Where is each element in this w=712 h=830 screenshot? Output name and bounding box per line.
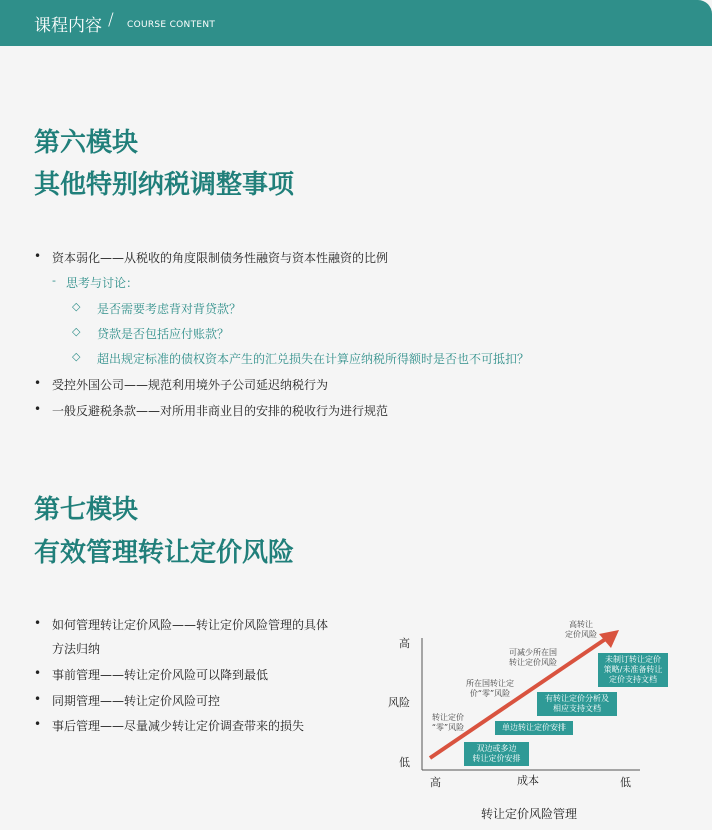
bullet-icon: • <box>34 666 42 680</box>
header-title: 课程内容 <box>34 16 102 36</box>
box-no-strategy: 未制订转让定价 策略/未准备转让 定价支持文档 <box>598 653 668 687</box>
y-axis-label: 风险 <box>388 696 410 709</box>
module7-item: 事前管理——转让定价风险可以降到最低 <box>52 668 269 682</box>
x-axis-label: 成本 <box>517 774 539 787</box>
page-header <box>0 0 712 46</box>
module7-item: 如何管理转让定价风险——转让定价风险管理的具体 <box>52 618 329 632</box>
diamond-icon: ◇ <box>72 300 81 313</box>
module7-subtitle: 有效管理转让定价风险 <box>34 538 295 568</box>
annotation-host-zero-risk: 所在国转让定 价“零”风险 <box>466 679 514 698</box>
diagram-caption: 转让定价风险管理 <box>481 807 578 821</box>
box-unilateral-apa: 单边转让定价安排 <box>495 721 573 735</box>
module7-title: 第七模块 <box>34 495 139 525</box>
module6-item: 受控外国公司——规范利用境外子公司延迟纳税行为 <box>52 378 329 392</box>
module6-title: 第六模块 <box>34 128 139 158</box>
module7-item-continued: 方法归纳 <box>52 642 101 656</box>
bullet-icon: • <box>34 249 42 263</box>
x-axis-high-label: 高 <box>430 776 441 789</box>
diamond-icon: ◇ <box>72 350 81 363</box>
module7-item: 同期管理——转让定价风险可控 <box>52 694 221 708</box>
annotation-reduce-risk: 可减少所在国 转让定价风险 <box>509 648 557 667</box>
annotation-high-risk: 高转让 定价风险 <box>565 620 597 639</box>
bullet-icon: • <box>34 692 42 706</box>
bullet-icon: • <box>34 717 42 731</box>
question-item: 贷款是否包括应付账款？ <box>97 327 230 341</box>
dash-icon: - <box>52 274 56 287</box>
bullet-icon: • <box>34 376 42 390</box>
diamond-icon: ◇ <box>72 325 81 338</box>
header-slash: / <box>108 10 114 30</box>
box-analysis-docs: 有转让定价分析及 相应支持文档 <box>537 692 617 716</box>
y-axis-high-label: 高 <box>399 637 410 650</box>
x-axis-low-label: 低 <box>620 776 631 789</box>
question-item: 超出规定标准的债权资本产生的汇兑损失在计算应纳税所得额时是否也不可抵扣？ <box>97 352 530 366</box>
transfer-pricing-risk-diagram <box>385 610 685 825</box>
module6-item: 资本弱化——从税收的角度限制债务性融资与资本性融资的比例 <box>52 251 389 265</box>
discussion-heading: 思考与讨论： <box>66 276 139 290</box>
box-bilateral-apa: 双边或多边 转让定价安排 <box>464 742 529 766</box>
bullet-icon: • <box>34 616 42 630</box>
module7-item: 事后管理——尽量减少转让定价调查带来的损失 <box>52 719 305 733</box>
bullet-icon: • <box>34 402 42 416</box>
annotation-zero-risk: 转让定价 “零”风险 <box>431 713 465 732</box>
module6-item: 一般反避税条款——对所用非商业目的安排的税收行为进行规范 <box>52 404 389 418</box>
header-subtitle: COURSE CONTENT <box>127 20 216 30</box>
y-axis-low-label: 低 <box>399 756 410 769</box>
question-item: 是否需要考虑背对背贷款？ <box>97 302 242 316</box>
module6-subtitle: 其他特别纳税调整事项 <box>34 170 295 200</box>
